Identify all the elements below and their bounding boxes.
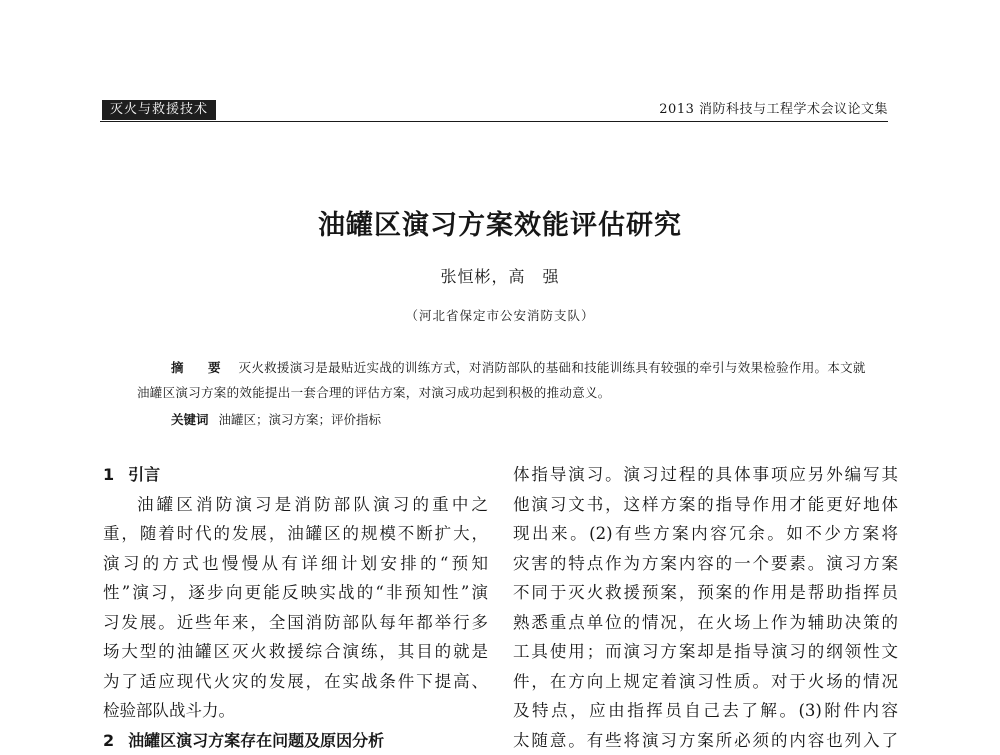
text-line: 习发展。近些年来，全国消防部队每年都举行多 (103, 608, 488, 638)
section-heading-1 (103, 460, 488, 490)
abstract-label: 摘 要 (171, 360, 227, 375)
page-header (100, 99, 888, 122)
text-line: 件，在方向上规定着演习性质。对于火场的情况 (513, 667, 898, 697)
text-line: 场大型的油罐区灭火救援综合演练，其目的就是 (103, 637, 488, 667)
text-line: 检验部队战斗力。 (103, 696, 488, 726)
text-line: 重，随着时代的发展，油罐区的规模不断扩大， (103, 519, 488, 549)
section-title: 油罐区演习方案存在问题及原因分析 (128, 731, 384, 750)
text-line: 工具使用；而演习方案却是指导演习的纲领性文 (513, 637, 898, 667)
text-line: 体指导演习。演习过程的具体事项应另外编写其 (513, 460, 898, 490)
journal-name: 2013 消防科技与工程学术会议论文集 (659, 101, 888, 119)
text-line: 及特点，应由指挥员自己去了解。(3)附件内容 (513, 696, 898, 726)
text-line: 演习的方式也慢慢从有详细计划安排的“预知 (103, 549, 488, 579)
text-line: 太随意。有些将演习方案所必须的内容也列入了 (513, 726, 898, 755)
affiliation: （河北省保定市公安消防支队） (0, 306, 1000, 324)
abstract-text: 灭火救援演习是最贴近实战的训练方式，对消防部队的基础和技能训练具有较强的牵引与效果检验作用。本文就油罐区演习方案的效能提出一套合理的评估方案，对演习成功起到积极的推动意义。 (137, 360, 866, 400)
keywords-text: 油罐区；演习方案；评价指标 (219, 412, 382, 427)
keywords-label: 关键词 (171, 412, 209, 427)
authors: 张恒彬，高 强 (0, 264, 1000, 287)
text-line: 油罐区消防演习是消防部队演习的重中之 (103, 490, 488, 520)
section-number: 1 (103, 465, 114, 484)
right-column (513, 460, 898, 755)
text-line: 灾害的特点作为方案内容的一个要素。演习方案 (513, 549, 898, 579)
paper-title: 油罐区演习方案效能评估研究 (0, 203, 1000, 242)
text-line: 性”演习，逐步向更能反映实战的“非预知性”演 (103, 578, 488, 608)
text-line: 现出来。(2)有些方案内容冗余。如不少方案将 (513, 519, 898, 549)
text-line: 他演习文书，这样方案的指导作用才能更好地体 (513, 490, 898, 520)
section-number: 2 (103, 731, 114, 750)
section-title: 引言 (128, 465, 160, 484)
text-line: 为了适应现代火灾的发展，在实战条件下提高、 (103, 667, 488, 697)
text-line: 不同于灭火救援预案，预案的作用是帮助指挥员 (513, 578, 898, 608)
keywords (171, 409, 381, 431)
abstract (137, 355, 867, 405)
text-line: 熟悉重点单位的情况，在火场上作为辅助决策的 (513, 608, 898, 638)
section-heading-2 (103, 726, 488, 755)
left-column (103, 460, 488, 755)
section-tag: 灭火与救援技术 (102, 100, 216, 120)
